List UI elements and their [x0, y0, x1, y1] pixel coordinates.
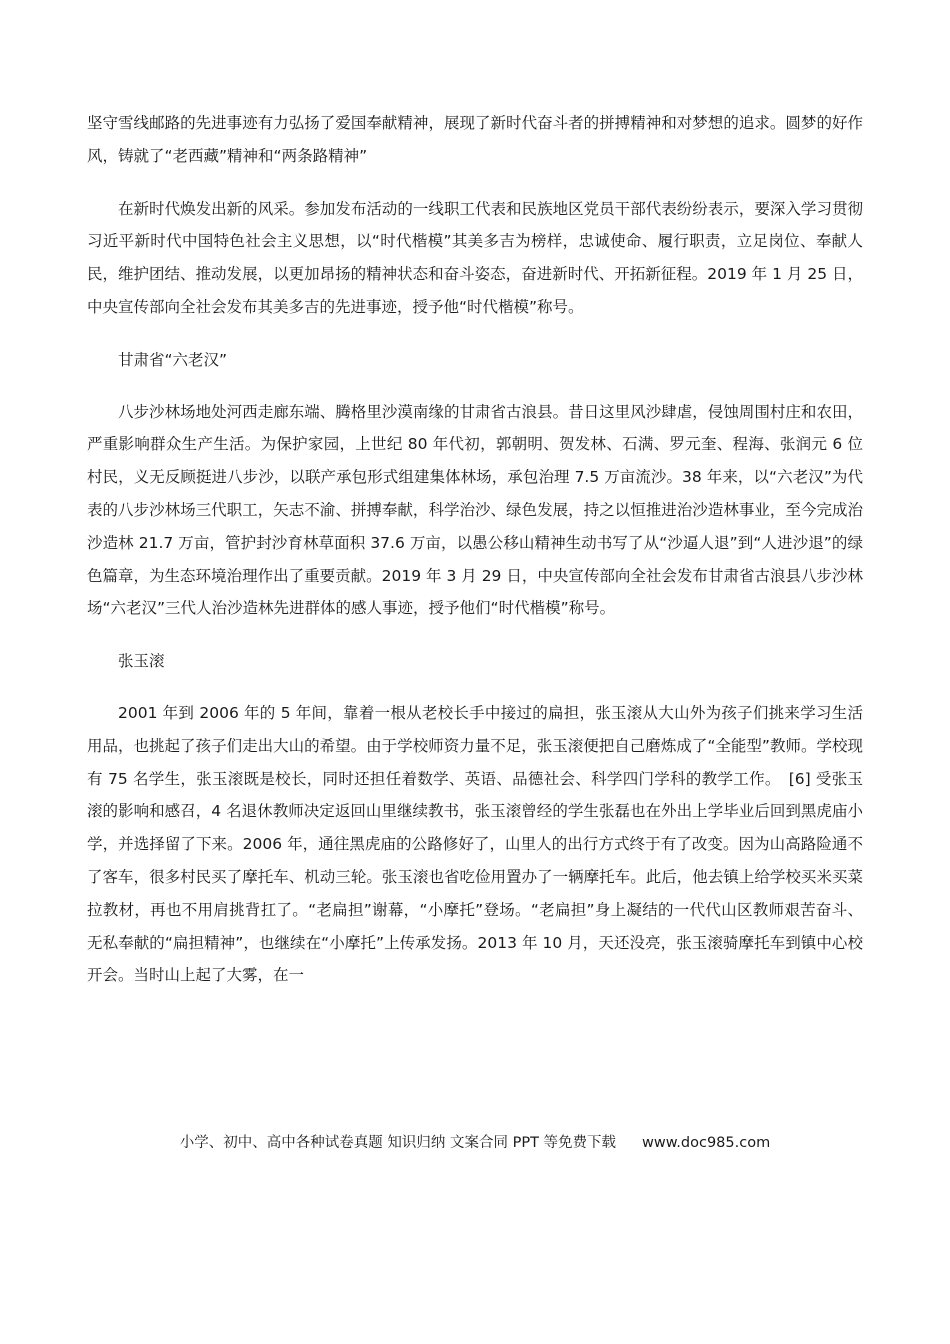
footer-site-link[interactable]: www.doc985.com — [642, 1135, 771, 1151]
paragraph-babusha-forest: 八步沙林场地处河西走廊东端、腾格里沙漠南缘的甘肃省古浪县。昔日这里风沙肆虐，侵蚀周围村庄和农田，严重影响群众生产生活。为保护家园，上世纪 80 年代初，郭朝明、贺发林、石满、罗元奎、程海、张润元 6 位村民，义无反顾挺进八步沙，以联产承包形式组建集体林场，承包治理 7.5 万亩流沙。38 年来，以“六老汉”为代表的八步沙林场三代职工，矢志不渝、拼搏奉献，科学治沙、绿色发展，持之以恒推进治沙造林事业，至今完成治沙造林 21.7 万亩，管护封沙育林草面积 37.6 万亩，以愚公移山精神生动书写了从“沙逼人退”到“人进沙退”的绿色篇章，为生态环境治理作出了重要贡献。2019 年 3 月 29 日，中央宣传部向全社会发布甘肃省古浪县八步沙林场“六老汉”三代人治沙造林先进群体的感人事迹，授予他们“时代楷模”称号。 — [87, 402, 863, 618]
paragraph-new-era: 在新时代焕发出新的风采。参加发布活动的一线职工代表和民族地区党员干部代表纷纷表示，要深入学习贯彻习近平新时代中国特色社会主义思想，以“时代楷模”其美多吉为榜样，忠诚使命、履行职责，立足岗位、奉献人民，维护团结、推动发展，以更加昂扬的精神状态和奋斗姿态，奋进新时代、开拓新征程。2019 年 1 月 25 日，中央宣传部向全社会发布其美多吉的先进事迹，授予他“时代楷模”称号。 — [87, 199, 863, 316]
page-footer — [0, 1131, 950, 1155]
paragraph-continuation: 坚守雪线邮路的先进事迹有力弘扬了爱国奉献精神，展现了新时代奋斗者的拼搏精神和对梦想的追求。圆梦的好作风，铸就了“老西藏”精神和“两条路精神” — [87, 114, 863, 165]
paragraph-zhang-yugun: 2001 年到 2006 年的 5 年间，靠着一根从老校长手中接过的扁担，张玉滚从大山外为孩子们挑来学习生活用品，也挑起了孩子们走出大山的希望。由于学校师资力量不足，张玉滚便把自己磨炼成了“全能型”教师。学校现有 75 名学生，张玉滚既是校长，同时还担任着数学、英语、品德社会、科学四门学科的教学工作。 [6] 受张玉滚的影响和感召，4 名退休教师决定返回山里继续教书，张玉滚曾经的学生张磊也在外出上学毕业后回到黑虎庙小学，并选择留了下来。2006 年，通往黑虎庙的公路修好了，山里人的出行方式终于有了改变。因为山高路险通不了客车，很多村民买了摩托车、机动三轮。张玉滚也省吃俭用置办了一辆摩托车。此后，他去镇上给学校买米买菜拉教材，再也不用肩挑背扛了。“老扁担”谢幕，“小摩托”登场。“老扁担”身上凝结的一代代山区教师艰苦奋斗、无私奉献的“扁担精神”，也继续在“小摩托”上传承发扬。2013 年 10 月，天还没亮，张玉滚骑摩托车到镇中心校开会。当时山上起了大雾，在一 — [87, 703, 863, 985]
footer-text: 小学、初中、高中各种试卷真题 知识归纳 文案合同 PPT 等免费下载 — [179, 1135, 617, 1151]
section-heading-zhang-yugun: 张玉滚 — [118, 652, 165, 671]
document-body — [87, 107, 863, 1012]
section-heading-six-old-men: 甘肃省“六老汉” — [118, 350, 228, 369]
